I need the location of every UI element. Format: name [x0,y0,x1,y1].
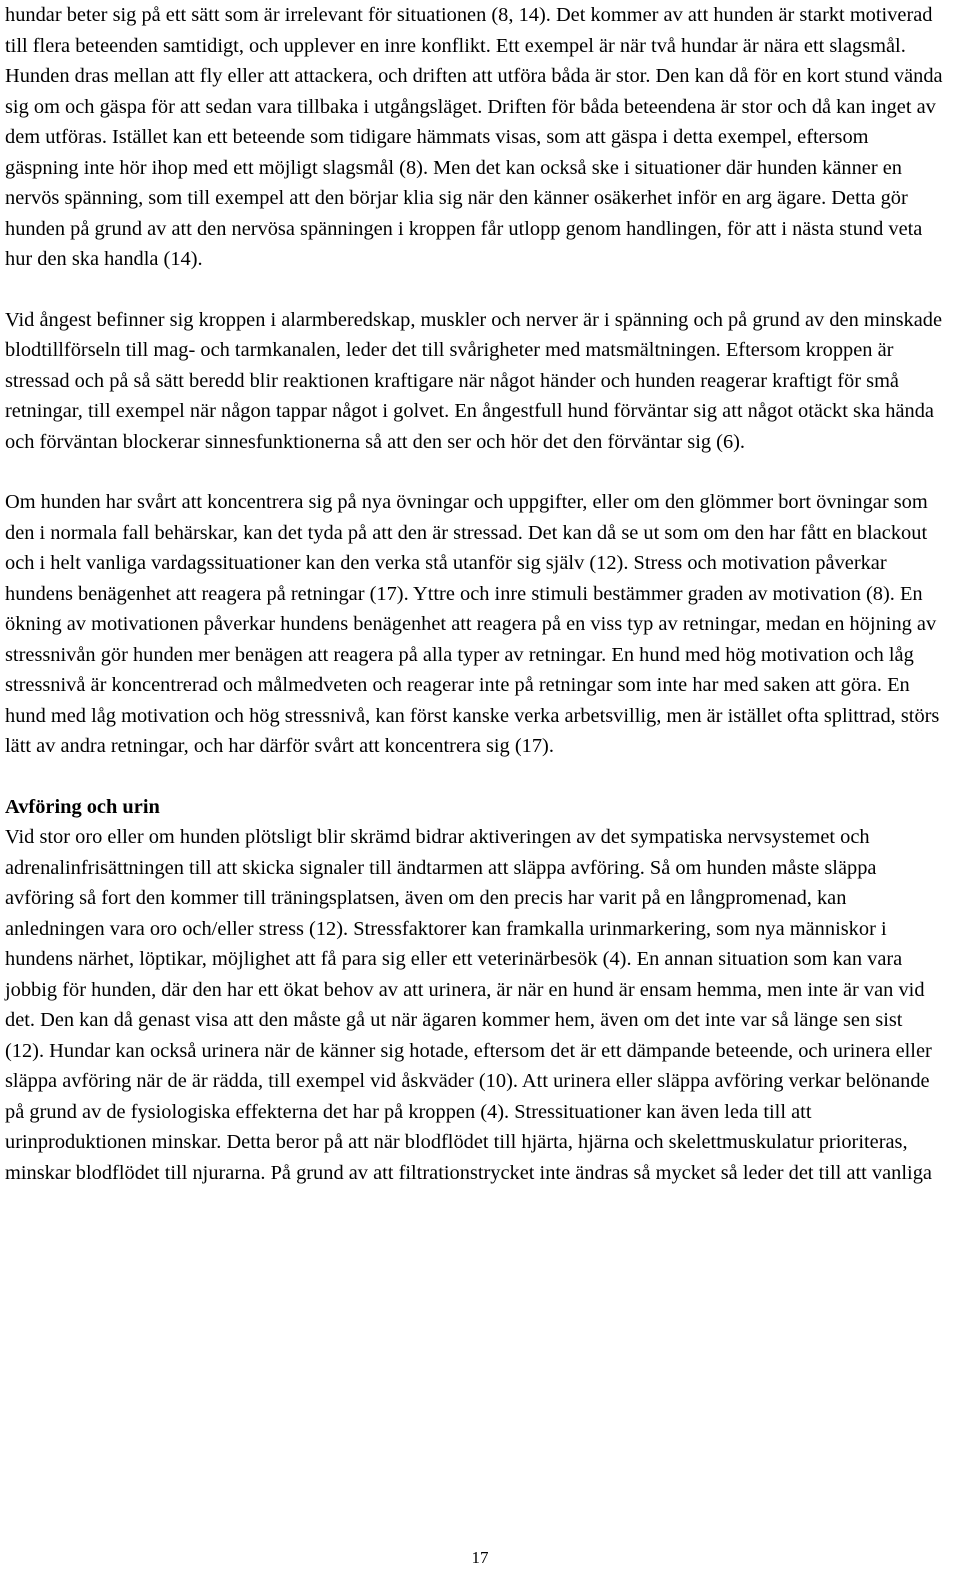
paragraph-feces-urine: Vid stor oro eller om hunden plötsligt blir skrämd bidrar aktiveringen av det sympatiska nervsystemet och adrenalinfrisättningen till att skicka signaler till ändtarmen att släppa avföring. Så om hunden måste släppa avföring så fort den kommer till träningsplatsen, även om den precis har varit på en långpromenad, kan anledningen vara oro och/eller stress (12). Stressfaktorer kan framkalla urinmarkering, som nya människor i hundens närhet, löptikar, möjlighet att få para sig eller ett veterinärbesök (4). En annan situation som kan vara jobbig för hunden, där den har ett ökat behov av att urinera, är när en hund är ensam hemma, men inte är van vid det. Den kan då genast visa att den måste gå ut när ägaren kommer hem, även om det inte var så länge sen sist (12). Hundar kan också urinera när de känner sig hotade, eftersom det är ett dämpande beteende, och urinera eller släppa avföring när de är rädda, till exempel vid åskväder (10). Att urinera eller släppa avföring verkar belönande på grund av de fysiologiska effekterna det har på kroppen (4). Stressituationer kan även leda till att urinproduktionen minskar. Detta beror på att när blodflödet till hjärta, hjärna och skelettmuskulatur prioriteras, minskar blodflödet till njurarna. På grund av att filtrationstrycket inte ändras så mycket så leder det till att vanliga [5,826,932,1184]
paragraph-conflict-behavior: hundar beter sig på ett sätt som är irrelevant för situationen (8, 14). Det kommer av att hunden är starkt motiverad till flera beteenden samtidigt, och upplever en inre konflikt. Ett exempel är när två hundar är nära ett slagsmål. Hunden dras mellan att fly eller att attackera, och driften att utföra båda är stor. Den kan då för en kort stund vända sig om och gäspa för att sedan vara tillbaka i utgångsläget. Driften för båda beteendena är stor och då kan inget av dem utföras. Istället kan ett beteende som tidigare hämmats visas, som att gäspa i detta exempel, eftersom gäspning inte hör ihop med ett möjligt slagsmål (8). Men det kan också ske i situationer där hunden känner en nervös spänning, som till exempel att den börjar klia sig när den känner osäkerhet inför en arg ägare. Detta gör hunden på grund av att den nervösa spänningen i kroppen får utlopp genom handlingen, för att i nästa stund veta hur den ska handla (14). [5,4,943,270]
section-heading: Avföring och urin [5,795,160,818]
page-number: 17 [471,1548,489,1567]
paragraph-concentration: Om hunden har svårt att koncentrera sig på nya övningar och uppgifter, eller om den glömmer bort övningar som den i normala fall behärskar, kan det tyda på att den är stressad. Det kan då se ut som om den har fått en blackout och i helt vanliga vardagssituationer kan den verka stå utanför sig själv (12). Stress och motivation påverkar hundens benägenhet att reagera på retningar (17). Yttre och inre stimuli bestämmer graden av motivation (8). En ökning av motivationen påverkar hundens benägenhet att reagera på en viss typ av retningar, medan en höjning av stressnivån gör hunden mer benägen att reagera på alla typer av retningar. En hund med hög motivation och låg stressnivå är koncentrerad och målmedveten och reagerar inte på retningar som inte har med saken att göra. En hund med låg motivation och hög stressnivå, kan först kanske verka arbetsvillig, men är istället ofta splittrad, störs lätt av andra retningar, och har därför svårt att koncentrera sig (17). [5,491,940,757]
document-body [5,0,945,1188]
paragraph-gap [5,275,945,305]
paragraph-anxiety: Vid ångest befinner sig kroppen i alarmberedskap, muskler och nerver är i spänning och på grund av den minskade blodtillförseln till mag- och tarmkanalen, leder det till svårigheter med matsmältningen. Eftersom kroppen är stressad och på så sätt beredd blir reaktionen kraftigare när något händer och hunden reagerar kraftigt för små retningar, till exempel när någon tappar något i golvet. En ångestfull hund förväntar sig att något otäckt ska hända och förväntan blockerar sinnesfunktionerna så att den ser och hör det den förväntar sig (6). [5,308,943,453]
paragraph-gap [5,762,945,792]
paragraph-gap [5,457,945,487]
